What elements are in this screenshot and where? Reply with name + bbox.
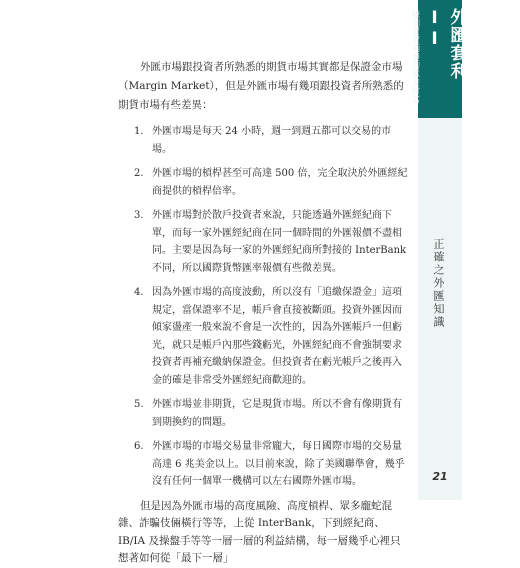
list-item [118, 396, 410, 431]
difference-list [118, 123, 410, 491]
section-title: 正確之外匯知識 [432, 238, 445, 329]
book-title: 外匯套利II [424, 8, 467, 80]
list-item [118, 123, 410, 158]
list-text: 外匯市場的市場交易量非常龐大，每日國際市場的交易量高達 6 兆美金以上。以目前來說，除了美國聯準會，幾乎沒有任何一個單一機構可以左右國際外匯市場。 [152, 441, 405, 487]
body-text [118, 58, 410, 568]
side-header [411, 0, 467, 118]
list-number: 4. [134, 287, 144, 298]
list-item [118, 165, 410, 200]
list-number: 6. [134, 441, 144, 452]
list-text: 因為外匯市場的高度波動，所以沒有「追繳保證金」這項規定，當保證率不足，帳戶會直接被斷頭。投資外匯因而傾家盪產一般來說不會是一次性的，因為外匯帳戶一但虧光，就只是帳戶內那些錢虧光，外匯經紀商不會強制要求投資者再補充繳納保證金。但投資者在虧光帳戶之後再入金的確是非常受外匯經紀商歡迎的。 [152, 287, 402, 386]
page-number: 21 [432, 470, 448, 483]
intro-paragraph: 外匯市場跟投資者所熟悉的期貨市場其實都是保證金市場（Margin Market），但是外匯市場有幾項跟投資者所熟悉的期貨市場有些差異： [118, 61, 404, 111]
list-item [118, 207, 410, 277]
list-item [118, 438, 410, 491]
list-text: 外匯市場是每天 24 小時，週一到週五都可以交易的市場。 [152, 126, 392, 155]
book-subtitle: 賺到買賣兩邊的匯差財富 [411, 10, 421, 104]
list-number: 1. [134, 126, 144, 137]
list-item [118, 284, 410, 389]
closing-paragraph: 但是因為外匯市場的高度風險、高度槓桿、眾多龐蛇混雜、詐騙伎倆橫行等等，上從 InterBank，下到經紀商、IB/IA 及操盤手等等一層一層的利益結構，每一層幾乎心裡只想著如何從「最下一層」 [118, 499, 401, 564]
list-number: 3. [134, 210, 144, 221]
list-number: 5. [134, 399, 144, 410]
list-text: 外匯市場對於散戶投資者來說，只能透過外匯經紀商下單，而每一家外匯經紀商在同一個時間的外匯報價不盡相同。主要是因為每一家的外匯經紀商所對接的 InterBank 不同，所以國際貨幣匯率報價有些微差異。 [152, 210, 407, 274]
list-text: 外匯市場的槓桿甚至可高達 500 倍，完全取決於外匯經紀商提供的槓桿倍率。 [152, 168, 408, 197]
list-text: 外匯市場並非期貨，它是現貨市場。所以不會有像期貨有到期換約的問題。 [152, 399, 402, 428]
list-number: 2. [134, 168, 144, 179]
